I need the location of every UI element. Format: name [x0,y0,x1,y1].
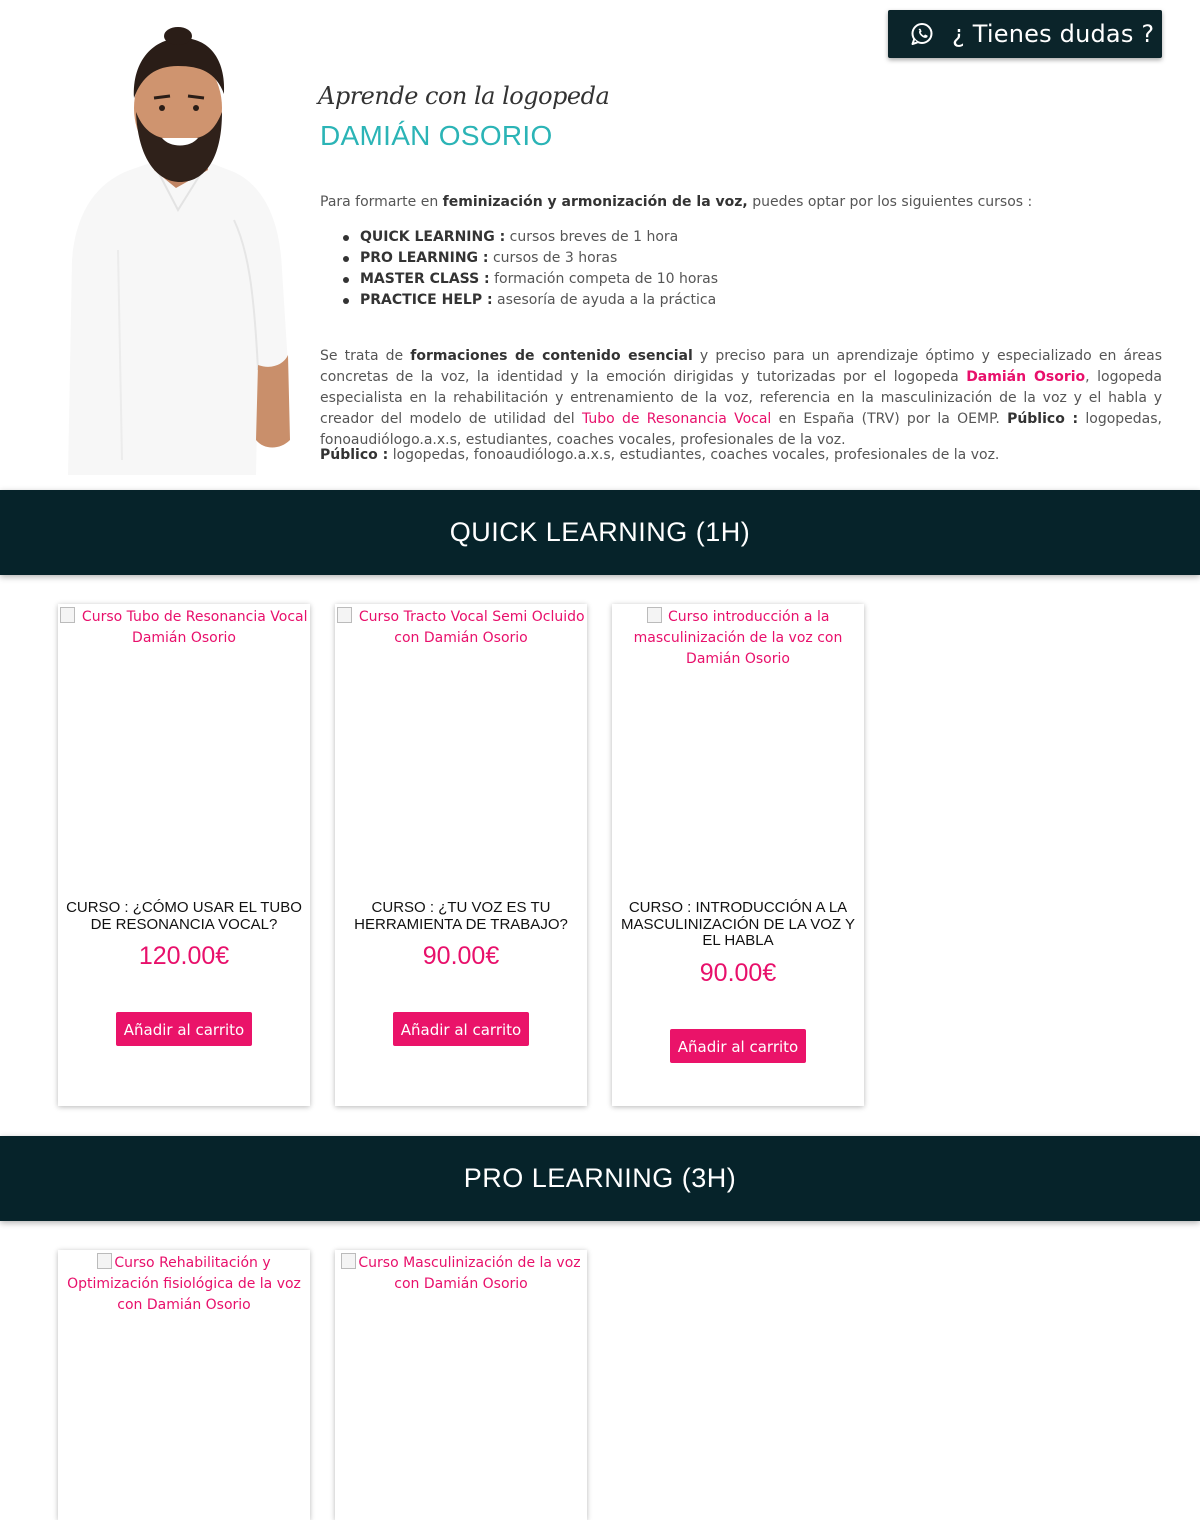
product-card [58,604,310,1106]
intro-bold: feminización y armonización de la voz, [442,194,748,210]
product-price: 90.00€ [699,959,777,987]
product-card [612,604,864,1106]
image-alt-text: Curso introducción a la masculinización de la voz con Damián Osorio [633,609,843,667]
product-image[interactable] [337,1253,585,1295]
course-type-item [360,290,718,311]
quick-learning-banner [0,490,1200,575]
desc-text: y preciso para un aprendizaje óptimo y especializado en áreas concretas de la voz, la identidad y la emoción dirigidas y tutorizadas por el logopeda [320,348,1162,385]
desc-text: logopedas, fonoaudiólogo.a.x.s, estudiantes, coaches vocales, profesionales de la voz. [320,411,1163,448]
image-alt-text: Curso Masculinización de la voz con Damián Osorio [358,1255,581,1292]
tubo-resonancia-link[interactable]: Tubo de Resonancia Vocal [581,411,772,427]
course-type-item [360,227,718,248]
product-price: 90.00€ [422,942,500,970]
image-alt-text: Curso Tracto Vocal Semi Ocluido con Damián Osorio [358,609,585,646]
hero-tagline: Aprende con la logopeda [318,82,610,110]
course-type-name: QUICK LEARNING : [360,229,506,245]
section-title: QUICK LEARNING (1H) [449,517,751,547]
course-type-desc: cursos de 3 horas [488,250,618,266]
whatsapp-button-label: ¿ Tienes dudas ? [952,20,1155,48]
product-card [58,1250,310,1520]
instructor-highlight: Damián Osorio [966,369,1086,385]
course-type-desc: asesoría de ayuda a la práctica [492,292,717,308]
add-to-cart-button[interactable]: Añadir al carrito [393,1012,529,1046]
product-image[interactable] [60,607,308,649]
product-image[interactable] [337,607,585,649]
product-image[interactable] [614,607,862,670]
desc-text: , logopeda especialista en la rehabilitación y entrenamiento de la voz, referencia en la masculinización de la voz y el habla y creador del modelo de utilidad del [320,369,1163,427]
broken-image-icon [60,607,75,623]
broken-image-icon [97,1253,112,1269]
add-to-cart-button[interactable]: Añadir al carrito [670,1029,806,1063]
whatsapp-icon [910,22,934,46]
audience-label: Público : [320,447,389,463]
whatsapp-contact-button[interactable] [888,10,1162,58]
add-to-cart-button[interactable]: Añadir al carrito [116,1012,252,1046]
instructor-name: DAMIÁN OSORIO [320,120,553,151]
broken-image-icon [337,607,352,623]
product-title[interactable]: CURSO : ¿TU VOZ ES TU HERRAMIENTA DE TRABAJO? [354,899,568,933]
desc-bold: Público : [1007,411,1079,427]
pro-learning-banner [0,1136,1200,1221]
product-title[interactable]: CURSO : ¿CÓMO USAR EL TUBO DE RESONANCIA VOCAL? [66,899,302,933]
desc-text: en España (TRV) por la OEMP. [771,411,1008,427]
course-type-desc: formación competa de 10 horas [489,271,719,287]
product-price: 120.00€ [138,942,230,970]
audience-line [320,445,1162,465]
course-type-item [360,248,718,269]
section-title: PRO LEARNING (3H) [463,1163,737,1193]
desc-bold: formaciones de contenido esencial [410,348,693,364]
desc-text: Se trata de [320,348,411,364]
broken-image-icon [647,607,662,623]
product-card [335,1250,587,1520]
intro-text [320,192,1162,212]
product-title[interactable]: CURSO : INTRODUCCIÓN A LA MASCULINIZACIÓN DE LA VOZ Y EL HABLA [621,899,855,949]
audience-text: logopedas, fonoaudiólogo.a.x.s, estudiantes, coaches vocales, profesionales de la voz. [388,447,1000,463]
image-alt-text: Curso Tubo de Resonancia Vocal Damián Osorio [81,609,308,646]
broken-image-icon [341,1253,356,1269]
product-image[interactable] [60,1253,308,1316]
course-types-list [360,227,718,311]
course-type-desc: cursos breves de 1 hora [505,229,679,245]
course-type-item [360,269,718,290]
course-type-name: MASTER CLASS : [360,271,490,287]
product-card [335,604,587,1106]
course-description [320,346,1162,451]
intro-after: puedes optar por los siguientes cursos : [747,194,1033,210]
instructor-portrait [58,20,293,475]
image-alt-text: Curso Rehabilitación y Optimización fisiológica de la voz con Damián Osorio [67,1255,301,1313]
course-type-name: PRO LEARNING : [360,250,489,266]
course-type-name: PRACTICE HELP : [360,292,493,308]
intro-before: Para formarte en [320,194,443,210]
